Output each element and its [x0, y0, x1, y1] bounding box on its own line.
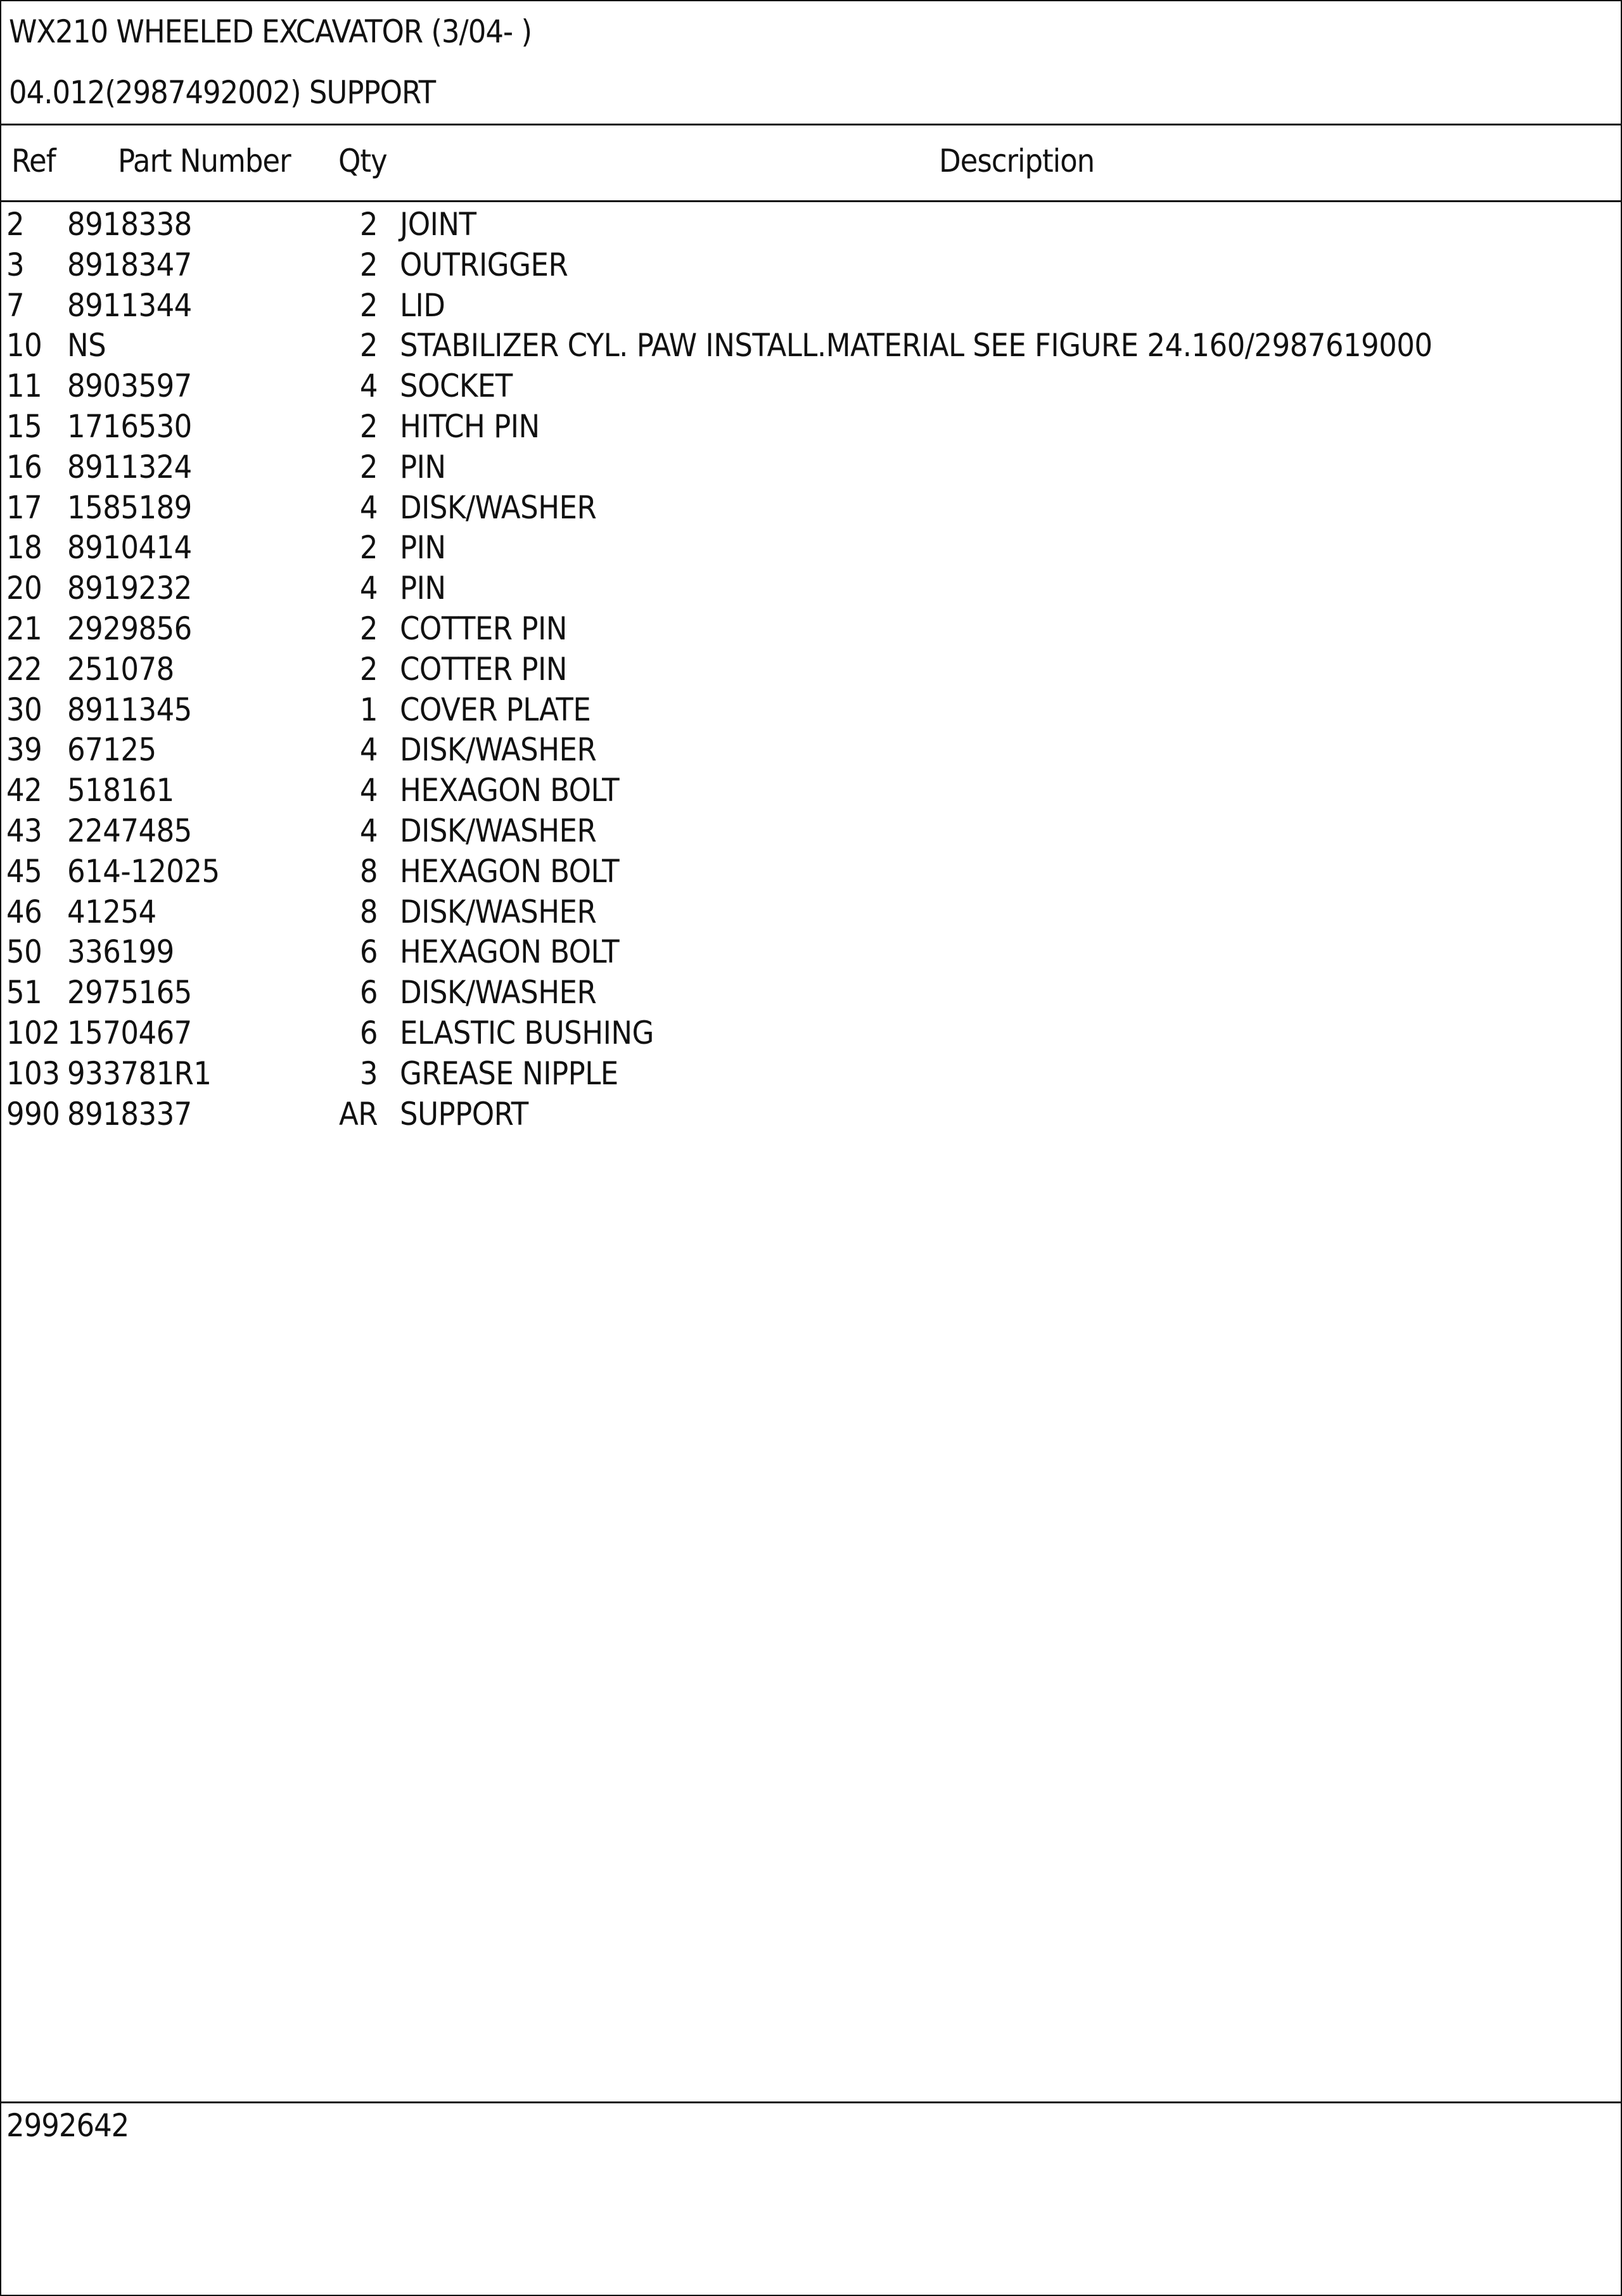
table-row	[1, 770, 1621, 811]
table-row	[1, 608, 1621, 649]
qty-cell: 2	[359, 650, 378, 688]
qty-cell: 6	[359, 974, 378, 1011]
table-row	[1, 892, 1621, 932]
table-row	[1, 325, 1621, 366]
part-number-cell: 614-12025	[67, 852, 220, 890]
table-row	[1, 851, 1621, 892]
part-number-cell: 2247485	[67, 812, 192, 849]
part-number-cell: 8918337	[67, 1095, 192, 1132]
part-number-cell: 67125	[67, 731, 156, 769]
table-row	[1, 689, 1621, 730]
part-number-cell: 8919232	[67, 570, 192, 607]
ref-cell: 45	[6, 852, 42, 890]
description-cell: PIN	[400, 529, 446, 567]
table-row	[1, 1053, 1621, 1094]
table-row	[1, 527, 1621, 568]
qty-cell: 3	[359, 1055, 378, 1092]
part-number-cell: 2929856	[67, 610, 192, 647]
qty-cell: 8	[359, 852, 378, 890]
ref-cell: 21	[6, 610, 42, 647]
table-row	[1, 1013, 1621, 1053]
figure-subtitle: 04.012(2987492002) SUPPORT	[9, 74, 436, 111]
table-row	[1, 1094, 1621, 1134]
footer-divider	[1, 2101, 1621, 2103]
ref-cell: 20	[6, 570, 42, 607]
header-divider	[1, 124, 1621, 125]
description-cell: JOINT	[400, 206, 476, 243]
ref-cell: 15	[6, 407, 42, 445]
ref-cell: 46	[6, 893, 42, 930]
part-number-cell: 41254	[67, 893, 156, 930]
description-cell: COTTER PIN	[400, 610, 567, 647]
description-cell: ELASTIC BUSHING	[400, 1014, 654, 1051]
qty-cell: 2	[359, 246, 378, 283]
part-number-cell: 1570467	[67, 1014, 192, 1051]
description-cell: DISK/WASHER	[400, 812, 597, 849]
description-cell: LID	[400, 286, 445, 324]
qty-cell: 8	[359, 893, 378, 930]
table-row	[1, 729, 1621, 770]
part-number-cell: 8903597	[67, 368, 192, 405]
part-number-cell: 933781R1	[67, 1055, 212, 1092]
qty-cell: 4	[359, 570, 378, 607]
part-number-cell: 1716530	[67, 407, 192, 445]
ref-cell: 43	[6, 812, 42, 849]
description-cell: HEXAGON BOLT	[400, 852, 620, 890]
ref-cell: 2	[6, 206, 25, 243]
qty-cell: 2	[359, 286, 378, 324]
ref-cell: 30	[6, 691, 42, 728]
table-row	[1, 568, 1621, 608]
table-row	[1, 366, 1621, 406]
qty-cell: 4	[359, 731, 378, 769]
ref-cell: 51	[6, 974, 42, 1011]
description-cell: COTTER PIN	[400, 650, 567, 688]
ref-cell: 22	[6, 650, 42, 688]
column-header-qty: Qty	[338, 143, 387, 179]
qty-cell: 4	[359, 368, 378, 405]
part-number-cell: 8911344	[67, 286, 192, 324]
ref-cell: 102	[6, 1014, 60, 1051]
qty-cell: 1	[359, 691, 378, 728]
description-cell: HITCH PIN	[400, 407, 540, 445]
part-number-cell: 1585189	[67, 489, 192, 526]
description-cell: DISK/WASHER	[400, 974, 597, 1011]
part-number-cell: 8918347	[67, 246, 192, 283]
description-cell: PIN	[400, 448, 446, 485]
description-cell: HEXAGON BOLT	[400, 772, 620, 809]
column-header-ref: Ref	[11, 143, 56, 179]
qty-cell: 2	[359, 206, 378, 243]
description-cell: DISK/WASHER	[400, 731, 597, 769]
ref-cell: 3	[6, 246, 25, 283]
part-number-cell: 8911324	[67, 448, 192, 485]
ref-cell: 990	[6, 1095, 60, 1132]
ref-cell: 39	[6, 731, 42, 769]
footer-code: 2992642	[6, 2107, 129, 2144]
column-header-divider	[1, 200, 1621, 202]
part-number-cell: 8911345	[67, 691, 192, 728]
qty-cell: 2	[359, 327, 378, 364]
table-row	[1, 285, 1621, 326]
table-row	[1, 204, 1621, 245]
qty-cell: 2	[359, 407, 378, 445]
table-row	[1, 649, 1621, 689]
description-cell: STABILIZER CYL. PAW INSTALL.MATERIAL SEE FIGURE 24.160/2987619000	[400, 327, 1433, 364]
table-row	[1, 487, 1621, 528]
table-row	[1, 972, 1621, 1013]
table-row	[1, 447, 1621, 487]
qty-cell: 6	[359, 1014, 378, 1051]
part-number-cell: 8918338	[67, 206, 192, 243]
description-cell: DISK/WASHER	[400, 893, 597, 930]
table-row	[1, 932, 1621, 972]
table-row	[1, 811, 1621, 851]
qty-cell: 4	[359, 812, 378, 849]
description-cell: SUPPORT	[400, 1095, 528, 1132]
ref-cell: 10	[6, 327, 42, 364]
ref-cell: 18	[6, 529, 42, 567]
part-number-cell: 336199	[67, 933, 174, 971]
description-cell: OUTRIGGER	[400, 246, 568, 283]
ref-cell: 16	[6, 448, 42, 485]
qty-cell: 4	[359, 489, 378, 526]
ref-cell: 11	[6, 368, 42, 405]
ref-cell: 50	[6, 933, 42, 971]
table-row	[1, 245, 1621, 285]
ref-cell: 42	[6, 772, 42, 809]
column-header-description: Description	[939, 143, 1095, 179]
description-cell: DISK/WASHER	[400, 489, 597, 526]
description-cell: SOCKET	[400, 368, 513, 405]
qty-cell: 2	[359, 448, 378, 485]
qty-cell: 6	[359, 933, 378, 971]
part-number-cell: 518161	[67, 772, 174, 809]
description-cell: COVER PLATE	[400, 691, 591, 728]
qty-cell: 4	[359, 772, 378, 809]
description-cell: GREASE NIPPLE	[400, 1055, 618, 1092]
qty-cell: 2	[359, 610, 378, 647]
part-number-cell: 251078	[67, 650, 174, 688]
description-cell: PIN	[400, 570, 446, 607]
part-number-cell: 8910414	[67, 529, 192, 567]
part-number-cell: NS	[67, 327, 106, 364]
parts-table	[1, 204, 1621, 1134]
qty-cell: AR	[338, 1095, 378, 1132]
ref-cell: 7	[6, 286, 25, 324]
description-cell: HEXAGON BOLT	[400, 933, 620, 971]
ref-cell: 103	[6, 1055, 60, 1092]
part-number-cell: 2975165	[67, 974, 192, 1011]
qty-cell: 2	[359, 529, 378, 567]
page-title: WX210 WHEELED EXCAVATOR (3/04- )	[9, 13, 532, 50]
ref-cell: 17	[6, 489, 42, 526]
column-header-part-number: Part Number	[118, 143, 291, 179]
table-row	[1, 406, 1621, 447]
